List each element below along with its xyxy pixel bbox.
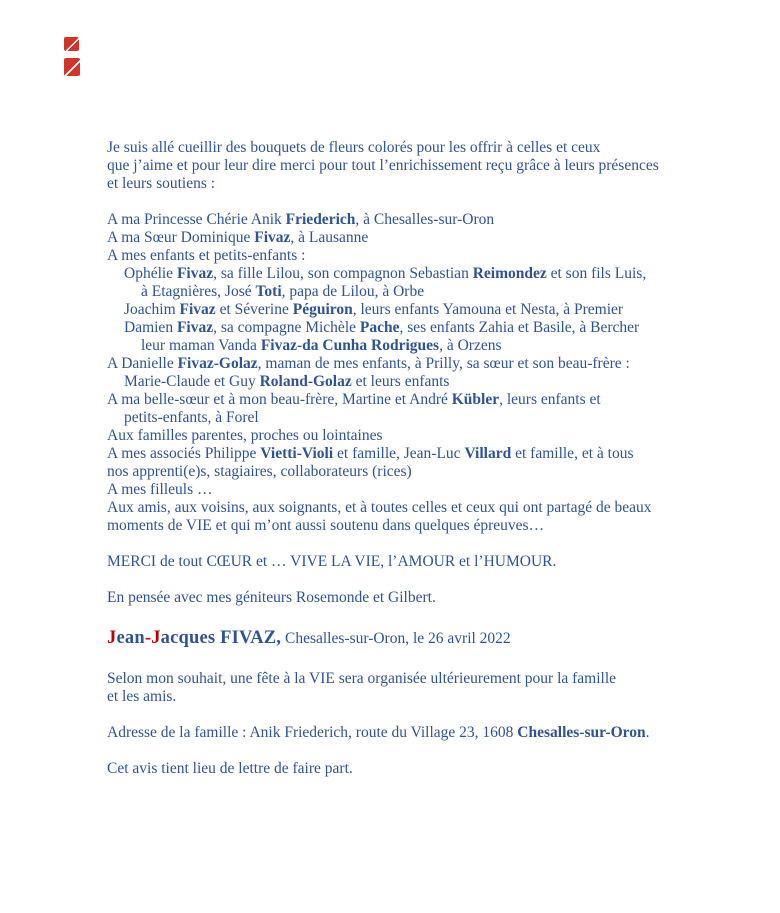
text-run: et famille, et à tous: [511, 445, 634, 462]
text-run: et son fils Luis,: [546, 265, 647, 282]
text-run: , ses enfants Zahia et Basile, à Bercher: [399, 319, 640, 336]
text-run: A Danielle: [107, 355, 178, 372]
text-run: , à Lausanne: [290, 229, 369, 246]
text-run: Adresse de la famille : Anik Friederich, route du Village 23, 1608: [107, 724, 518, 741]
blank-line: [107, 193, 740, 211]
text-line: [107, 319, 740, 337]
text-run: , papa de Lilou, à Orbe: [281, 283, 425, 300]
text-line: [107, 391, 740, 409]
text-run: Pache: [359, 319, 400, 336]
text-run: A ma Sœur Dominique: [107, 229, 255, 246]
text-run: Villard: [464, 445, 512, 462]
text-run: et les amis.: [107, 688, 177, 705]
text-run: Aux amis, aux voisins, aux soignants, et à toutes celles et ceux qui ont partagé de beaux: [107, 499, 652, 516]
text-run: et famille, Jean-Luc: [333, 445, 465, 462]
text-run: , leurs enfants et: [499, 391, 601, 408]
text-run: et leurs soutiens :: [107, 175, 216, 192]
text-line: [107, 481, 740, 499]
text-run: Toti: [255, 283, 282, 300]
text-run: Fivaz: [176, 319, 214, 336]
text-run: , maman de mes enfants, à Prilly, sa sœur et son beau-frère :: [257, 355, 630, 372]
text-line: [107, 373, 740, 391]
text-run: Aux familles parentes, proches ou lointaines: [107, 427, 383, 444]
text-line: [107, 301, 740, 319]
text-line: [107, 499, 740, 517]
text-line: [107, 427, 740, 445]
text-line: [107, 670, 740, 688]
text-line: [107, 553, 740, 571]
text-run: Damien: [124, 319, 177, 336]
text-line: [107, 409, 740, 427]
text-run: et Séverine: [215, 301, 293, 318]
text-run: Cet avis tient lieu de lettre de faire part.: [107, 760, 353, 777]
text-run: Ophélie: [124, 265, 177, 282]
text-run: A mes filleuls …: [107, 481, 213, 498]
blank-line: [107, 607, 740, 625]
text-run: Chesalles-sur-Oron, le 26 avril 2022: [281, 630, 511, 647]
text-run: , leurs enfants Yamouna et Nesta, à Premier: [352, 301, 624, 318]
blank-line: [107, 706, 740, 724]
text-run: Péguiron: [292, 301, 353, 318]
text-line: [107, 265, 740, 283]
text-run: acques FIVAZ,: [160, 628, 282, 648]
blank-line: [107, 535, 740, 553]
text-line: [107, 247, 740, 265]
text-run: Fivaz-Golaz: [177, 355, 258, 372]
blank-line: [107, 742, 740, 760]
text-run: Fivaz: [176, 265, 214, 282]
red-glyph-icon: [64, 58, 80, 76]
text-run: .: [645, 724, 650, 741]
text-line: [107, 724, 740, 742]
text-run: , à Chesalles-sur-Oron: [355, 211, 495, 228]
text-run: petits-enfants, à Forel: [124, 409, 259, 426]
text-run: moments de VIE et qui m’ont aussi soutenu dans quelques épreuves…: [107, 517, 545, 534]
text-run: A mes enfants et petits-enfants :: [107, 247, 306, 264]
text-run: A mes associés Philippe: [107, 445, 261, 462]
text-run: En pensée avec mes géniteurs Rosemonde et Gilbert.: [107, 589, 436, 606]
text-run: ean: [116, 628, 145, 648]
text-run: Fivaz: [254, 229, 291, 246]
text-run: Marie-Claude et Guy: [124, 373, 260, 390]
text-run: à Etagnières, José: [141, 283, 256, 300]
text-run: Joachim: [124, 301, 180, 318]
text-line: [107, 211, 740, 229]
text-line: [107, 139, 740, 157]
red-initial: -: [144, 628, 152, 648]
text-run: Chesalles-sur-Oron: [517, 724, 646, 741]
blank-line: [107, 652, 740, 670]
red-initial: J: [107, 628, 117, 648]
text-line: [107, 463, 740, 481]
text-run: Roland-Golaz: [259, 373, 352, 390]
text-run: Je suis allé cueillir des bouquets de fleurs colorés pour les offrir à celles et ceux: [107, 139, 601, 156]
text-run: Vietti-Violi: [260, 445, 334, 462]
text-line: [107, 445, 740, 463]
text-run: Fivaz-da Cunha Rodrigues: [260, 337, 440, 354]
text-run: Selon mon souhait, une fête à la VIE sera organisée ultérieurement pour la famille: [107, 670, 617, 687]
text-run: et leurs enfants: [351, 373, 450, 390]
text-line: [107, 355, 740, 373]
red-initial: J: [151, 628, 161, 648]
text-run: nos apprenti(e)s, stagiaires, collaborateurs (rices): [107, 463, 412, 480]
text-run: Kübler: [451, 391, 500, 408]
text-run: leur maman Vanda: [141, 337, 261, 354]
text-line: [107, 175, 740, 193]
text-run: , sa compagne Michèle: [213, 319, 360, 336]
text-run: , à Orzens: [439, 337, 502, 354]
document-body: [107, 139, 740, 778]
text-run: que j’aime et pour leur dire merci pour tout l’enrichissement reçu grâce à leurs présences: [107, 157, 659, 174]
text-line: [107, 589, 740, 607]
text-line: [107, 157, 740, 175]
text-run: Fivaz: [179, 301, 216, 318]
signature-line: [107, 625, 740, 652]
text-run: MERCI de tout CŒUR et … VIVE LA VIE, l’AMOUR et l’HUMOUR.: [107, 553, 557, 570]
red-glyph-icon: [64, 37, 79, 51]
text-line: [107, 229, 740, 247]
text-run: A ma belle-sœur et à mon beau-frère, Martine et André: [107, 391, 452, 408]
text-line: [107, 517, 740, 535]
text-run: Reimondez: [472, 265, 547, 282]
text-run: Friederich: [285, 211, 356, 228]
blank-line: [107, 571, 740, 589]
text-line: [107, 688, 740, 706]
text-line: [107, 283, 740, 301]
text-line: [107, 760, 740, 778]
text-line: [107, 337, 740, 355]
text-run: , sa fille Lilou, son compagnon Sebastian: [213, 265, 473, 282]
text-run: A ma Princesse Chérie Anik: [107, 211, 286, 228]
